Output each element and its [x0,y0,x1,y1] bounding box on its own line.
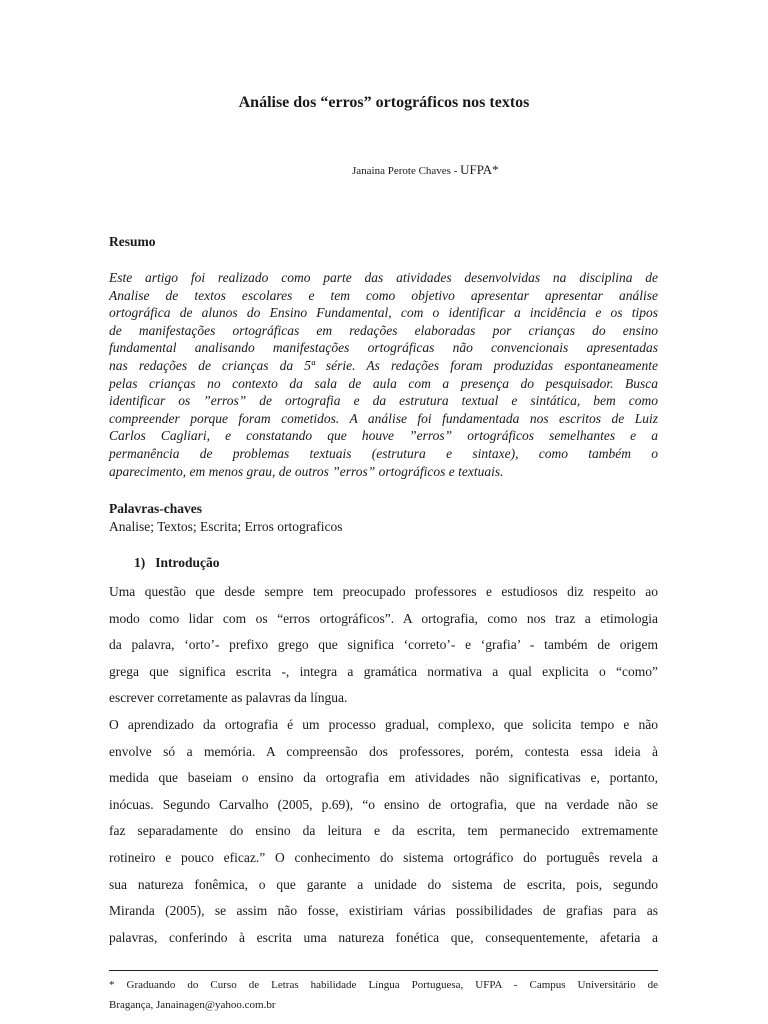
keywords-text: Analise; Textos; Escrita; Erros ortograficos [109,519,343,534]
body-line: medida que baseiam o ensino da ortografia em atividades não significativas e, portanto, [109,770,658,786]
abstract-line: Este artigo foi realizado como parte das atividades desenvolvidas na disciplina de [109,270,658,285]
body-line: da palavra, ‘orto’- prefixo grego que significa ‘correto’- e ‘grafia’ - também de origem [109,637,658,653]
body-line: Miranda (2005), se assim não fosse, existiriam várias possibilidades de grafias para as [109,903,658,919]
page-title: Análise dos “erros” ortográficos nos textos [238,94,530,111]
body-line: sua natureza fonêmica, o que garante a unidade do sistema de escrita, pois, segundo [109,876,658,892]
author-affiliation: UFPA* [460,162,499,177]
author-name: Janaina Perote Chaves - [352,165,461,177]
body-line: grega que significa escrita -, integra a gramática normativa a qual explicita o “como” [109,663,658,679]
abstract-line: pelas crianças no contexto da sala de aula com a presença do pesquisador. Busca [109,375,658,391]
body-line: escrever corretamente as palavras da língua. [109,690,348,706]
abstract-line: Carlos Cagliari, e constatando que houve ”erros” ortográficos semelhantes e a [109,428,658,444]
body-line: Uma questão que desde sempre tem preocupado professores e estudiosos diz respeito ao [109,584,658,599]
body-line: rotineiro e pouco eficaz.” O conhecimento do sistema ortográfico do português revela a [109,849,658,865]
abstract-line: identificar os ”erros” de ortografia e da estrutura textual e sintática, bem como [109,393,658,409]
body-line: modo como lidar com os “erros ortográficos”. A ortografia, como nos traz a etimologia [109,610,658,626]
body-line: inócuas. Segundo Carvalho (2005, p.69), “o ensino de ortografia, que na verdade não se [109,796,658,812]
body-line: palavras, conferindo à escrita uma natureza fonética que, consequentemente, afetaria a [109,929,658,945]
body-line: envolve só a memória. A compreensão dos professores, porém, contesta essa ideia à [109,743,658,759]
abstract-line: permanência de problemas textuais (estrutura e sintaxe), como também o [109,445,658,461]
abstract-line: compreender porque foram cometidos. A análise foi fundamentada nos escritos de Luiz [109,410,658,426]
footnote-divider [109,970,658,971]
body-line: O aprendizado da ortografia é um processo gradual, complexo, que solicita tempo e não [109,716,658,732]
footnote-line: * Graduando do Curso de Letras habilidade Língua Portuguesa, UFPA - Campus Universitário de [109,979,658,991]
abstract-line: de manifestações ortográficas em redações elaboradas por crianças do ensino [109,322,658,338]
abstract-heading: Resumo [109,234,156,249]
abstract-line: ortográfica de alunos do Ensino Fundamental, com o identificar a incidência e os tipos [109,305,658,321]
author-line [352,162,499,178]
section-body [109,579,658,951]
abstract-line: nas redações de crianças da 5ª série. As redações foram produzidas espontaneamente [109,357,658,373]
abstract-line: Analise de textos escolares e tem como objetivo apresentar apresentar análise [109,287,658,303]
section-number: 1) [134,555,146,570]
footnote-line: Bragança, Janainagen@yahoo.com.br [109,999,276,1011]
abstract-line: aparecimento, em menos grau, de outros ”erros” ortográficos e textuais. [109,463,504,479]
footnote [109,975,658,1015]
section-title: Introdução [155,555,220,570]
body-line: faz separadamente do ensino da leitura e da escrita, tem permanecido extremamente [109,823,658,839]
abstract-body [109,269,658,480]
keywords-heading: Palavras-chaves [109,501,202,516]
abstract-line: fundamental analisando manifestações ortográficas não convencionais apresentadas [109,340,658,356]
section-heading [134,555,220,571]
